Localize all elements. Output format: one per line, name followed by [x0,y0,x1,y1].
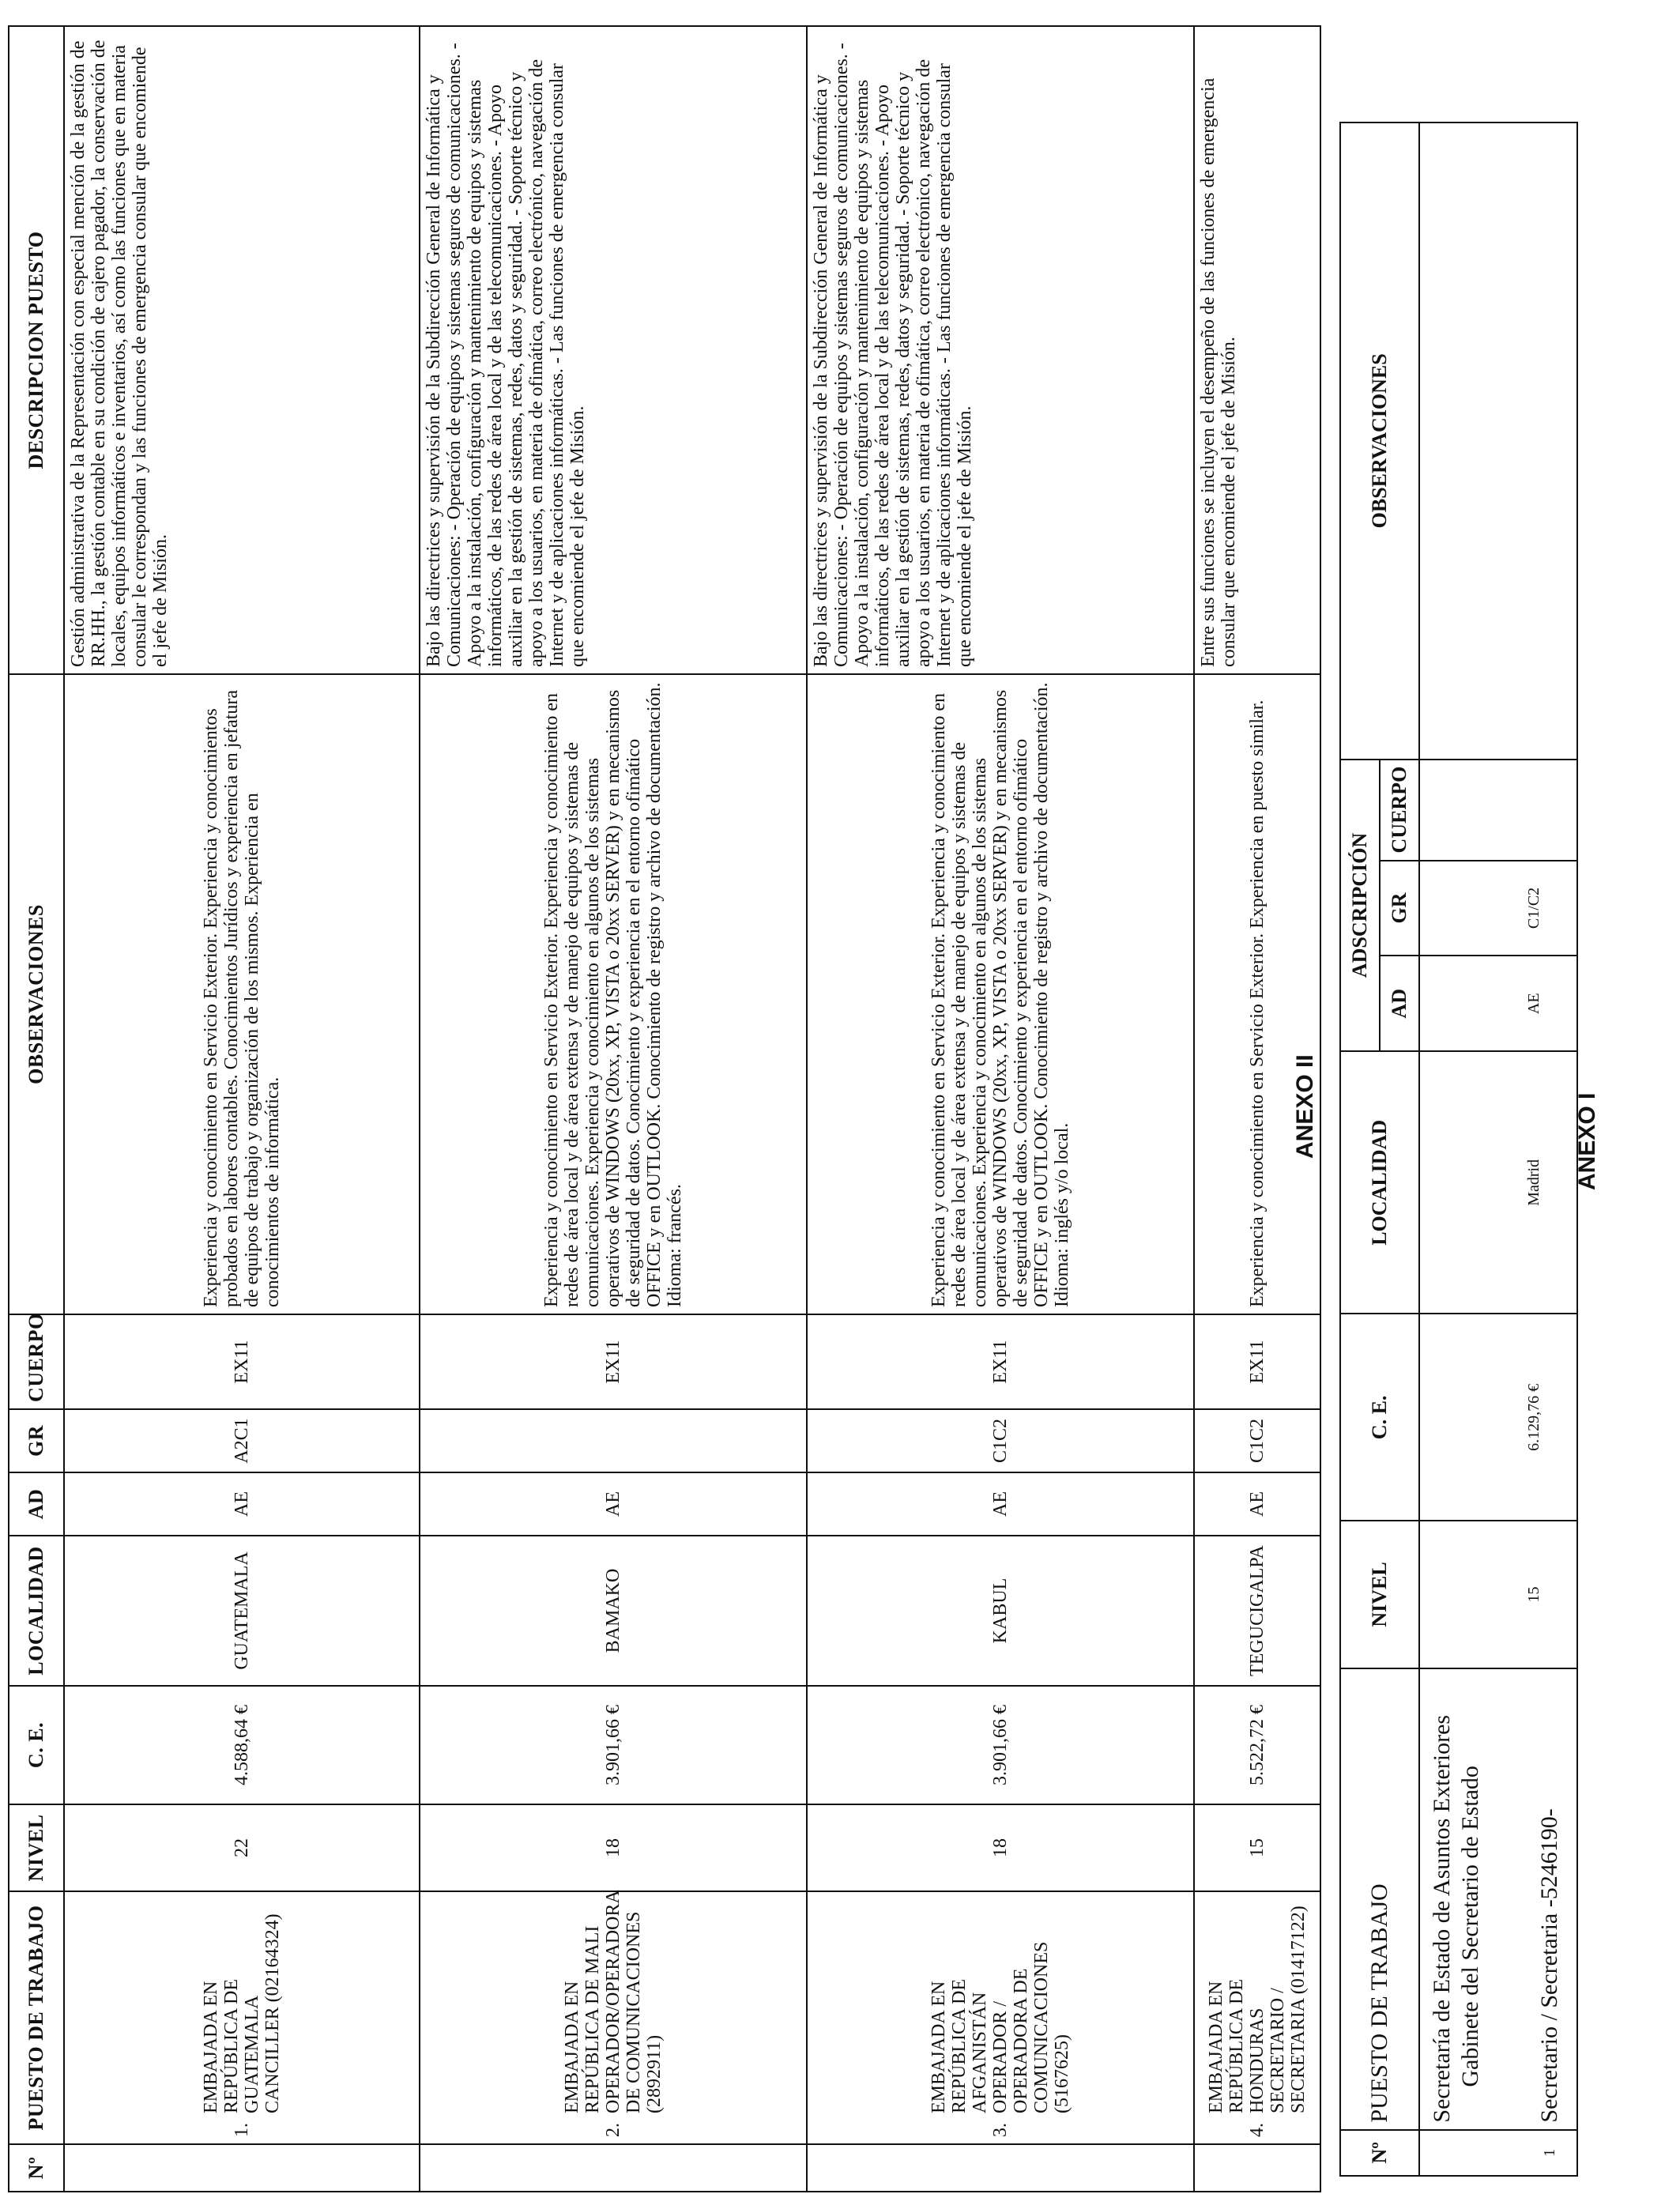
row-3-cuerpo: EX11 [807,1314,1194,1409]
header-descripcion: DESCRIPCION PUESTO [9,26,64,674]
row-4-puesto: EMBAJADA EN REPÚBLICA DE HONDURAS SECRETARIO / SECRETARIA (01417122) [1206,1906,1309,2113]
a2-header-n: Nº [1340,2130,1419,2176]
a2-header-adscripcion: ADSCRIPCIÓN [1340,760,1380,1052]
table-row [807,26,1194,2192]
row-1-puesto: EMBAJADA EN REPÚBLICA DE GUATEMALA CANCILLER (02164324) [201,1913,283,2113]
row-4-ad: AE [1194,1472,1320,1536]
row-3-number: 3. [990,2123,1011,2137]
header-gr: GR [9,1409,64,1472]
row-4-gr: C1C2 [1194,1409,1320,1472]
anexo-1-title: ANEXO I [1574,1092,1600,1190]
row-1-gr: A2C1 [64,1409,420,1472]
a2-header-observaciones: OBSERVACIONES [1340,123,1419,760]
a2-row-1-ad: AE [1419,956,1577,1051]
row-4-ce: 5.522,72 € [1194,1686,1320,1804]
anexo-1-header-row [9,26,64,2192]
row-3-number-cell [807,2144,1194,2192]
row-2-descripcion: Bajo las directrices y supervisión de la Subdirección General de Informática y Comunicaciones: - Operación de equipos y sistemas seguros de comunicaciones. - Apoyo a la instalación, configuración y mantenimiento de equipos y sistemas informáticos, de las redes de área local y de las telecomunicaciones. - Apoyo auxiliar en la gestión de sistemas, redes, datos y seguridad. - Soporte técnico y apoyo a los usuarios, en materia de ofimática, correo electrónico, navegación de Internet y de aplicaciones informáticas. - Las funciones de emergencia consular que encomiende el jefe de Misión. [420,26,807,674]
a2-row-1-ce: 6.129,76 € [1419,1314,1577,1521]
row-1-number-cell [64,2144,420,2192]
a2-row-1-cuerpo [1419,760,1577,861]
anexo-1-table [8,25,1321,2192]
header-ad: AD [9,1472,64,1536]
row-2-observaciones: Experiencia y conocimiento en Servicio Exterior. Experiencia y conocimiento en redes de área local y de área extensa y de manejo de equipos y sistemas de comunicaciones. Experiencia y conocimiento en algunos de los sistemas operativos de WINDOWS (20xx, XP, VISTA o 20xx SERVER) y en mecanismos de seguridad de datos. Conocimiento y experiencia en el entorno ofimático OFFICE y en OUTLOOK. Conocimiento de registro y archivo de documentación. Idioma: francés. [420,674,807,1314]
a2-org-line-2: Gabinete del Secretario de Estado [1457,1766,1483,2087]
header-localidad: LOCALIDAD [9,1536,64,1686]
row-2-nivel: 18 [420,1804,807,1891]
a2-header-puesto: PUESTO DE TRABAJO [1340,1668,1419,2130]
a2-header-localidad: LOCALIDAD [1340,1051,1419,1314]
row-4-descripcion: Entre sus funciones se incluyen el desempeño de las funciones de emergencia consular que encomiende el jefe de Misión. [1194,26,1320,674]
table-row [1419,123,1577,2176]
row-4-localidad: TEGUCIGALPA [1194,1536,1320,1686]
a2-row-1-observaciones [1419,123,1577,760]
row-2-puesto-cell [420,1891,807,2144]
anexo-2-title: ANEXO II [1292,1054,1318,1159]
row-4-number: 4. [1247,2123,1268,2137]
a2-row-1-gr: C1/C2 [1419,861,1577,956]
row-2-gr [420,1409,807,1472]
a2-header-nivel: NIVEL [1340,1521,1419,1668]
row-2-number: 2. [603,2123,623,2137]
row-4-cuerpo: EX11 [1194,1314,1320,1409]
a2-header-gr: GR [1380,861,1419,956]
header-ce: C. E. [9,1686,64,1804]
header-nivel: NIVEL [9,1804,64,1891]
row-1-ad: AE [64,1472,420,1536]
row-4-observaciones: Experiencia y conocimiento en Servicio Exterior. Experiencia en puesto similar. [1194,674,1320,1314]
row-2-puesto: EMBAJADA EN REPÚBLICA DE MALI OPERADOR/OPERADORA DE COMUNICACIONES (2892911) [562,1891,665,2113]
anexo-2-header-row-1 [1340,123,1380,2176]
row-3-nivel: 18 [807,1804,1194,1891]
a2-row-1-n: 1 [1419,2130,1577,2176]
row-1-observaciones: Experiencia y conocimiento en Servicio Exterior. Experiencia y conocimientos probados en labores contables. Conocimientos Jurídicos y experiencia en jefatura de equipos de trabajo y organización de los mismos. Experiencia en conocimientos de informática. [64,674,420,1314]
anexo-2-table [1339,122,1578,2177]
row-3-puesto-cell [807,1891,1194,2144]
row-1-number: 1. [232,2123,252,2137]
row-1-puesto-cell [64,1891,420,2144]
row-4-nivel: 15 [1194,1804,1320,1891]
row-3-observaciones: Experiencia y conocimiento en Servicio Exterior. Experiencia y conocimiento en redes de área local y de área extensa y de manejo de equipos y sistemas de comunicaciones. Experiencia y conocimiento en algunos de los sistemas operativos de WINDOWS (20xx, XP, VISTA o 20xx SERVER) y en mecanismos de seguridad de datos. Conocimiento y experiencia en el entorno ofimático OFFICE y en OUTLOOK. Conocimiento de registro y archivo de documentación. Idioma: inglés y/o local. [807,674,1194,1314]
row-3-puesto: EMBAJADA EN REPÚBLICA DE AFGANISTÁN OPERADOR / OPERADORA DE COMUNICACIONES (5167625) [929,1941,1072,2113]
a2-header-cuerpo: CUERPO [1380,760,1419,861]
a2-row-1-puesto: Secretario / Secretaria -5246190- [1536,1808,1562,2123]
a2-row-1-nivel: 15 [1419,1521,1577,1668]
table-row [64,26,420,2192]
a2-header-ce: C. E. [1340,1314,1419,1521]
row-2-ad: AE [420,1472,807,1536]
a2-row-1-localidad: Madrid [1419,1051,1577,1314]
row-2-cuerpo: EX11 [420,1314,807,1409]
row-4-puesto-cell [1194,1891,1320,2144]
a2-org-line-1: Secretaría de Estado de Asuntos Exteriores [1429,1714,1455,2123]
header-observaciones: OBSERVACIONES [9,674,64,1314]
header-n: Nº [9,2144,64,2192]
a2-header-ad: AD [1380,956,1419,1051]
row-2-ce: 3.901,66 € [420,1686,807,1804]
a2-row-1-puesto-cell [1419,1668,1577,2130]
row-3-ad: AE [807,1472,1194,1536]
row-4-number-cell [1194,2144,1320,2192]
row-3-localidad: KABUL [807,1536,1194,1686]
row-1-cuerpo: EX11 [64,1314,420,1409]
row-2-number-cell [420,2144,807,2192]
row-3-gr: C1C2 [807,1409,1194,1472]
row-2-localidad: BAMAKO [420,1536,807,1686]
row-1-ce: 4.588,64 € [64,1686,420,1804]
header-cuerpo: CUERPO [9,1314,64,1409]
header-puesto: PUESTO DE TRABAJO [9,1891,64,2144]
row-1-descripcion: Gestión administrativa de la Representación con especial mención de la gestión de RR.HH., la gestión contable en su condición de cajero pagador, la conservación de locales, equipos informáticos e inventarios, así como las funciones que en materia consular le correspondan y las funciones de emergencia consular que encomiende el jefe de Misión. [64,26,420,674]
row-3-ce: 3.901,66 € [807,1686,1194,1804]
table-row [420,26,807,2192]
row-1-nivel: 22 [64,1804,420,1891]
row-3-descripcion: Bajo las directrices y supervisión de la Subdirección General de Informática y Comunicaciones: - Operación de equipos y sistemas seguros de comunicaciones. - Apoyo a la instalación, configuración y mantenimiento de equipos y sistemas informáticos, de las redes de área local y de las telecomunicaciones. - Apoyo auxiliar en la gestión de sistemas, redes, datos y seguridad. - Soporte técnico y apoyo a los usuarios, en materia de ofimática, correo electrónico, navegación de Internet y de aplicaciones informáticas. - Las funciones de emergencia consular que encomiende el jefe de Misión. [807,26,1194,674]
row-1-localidad: GUATEMALA [64,1536,420,1686]
